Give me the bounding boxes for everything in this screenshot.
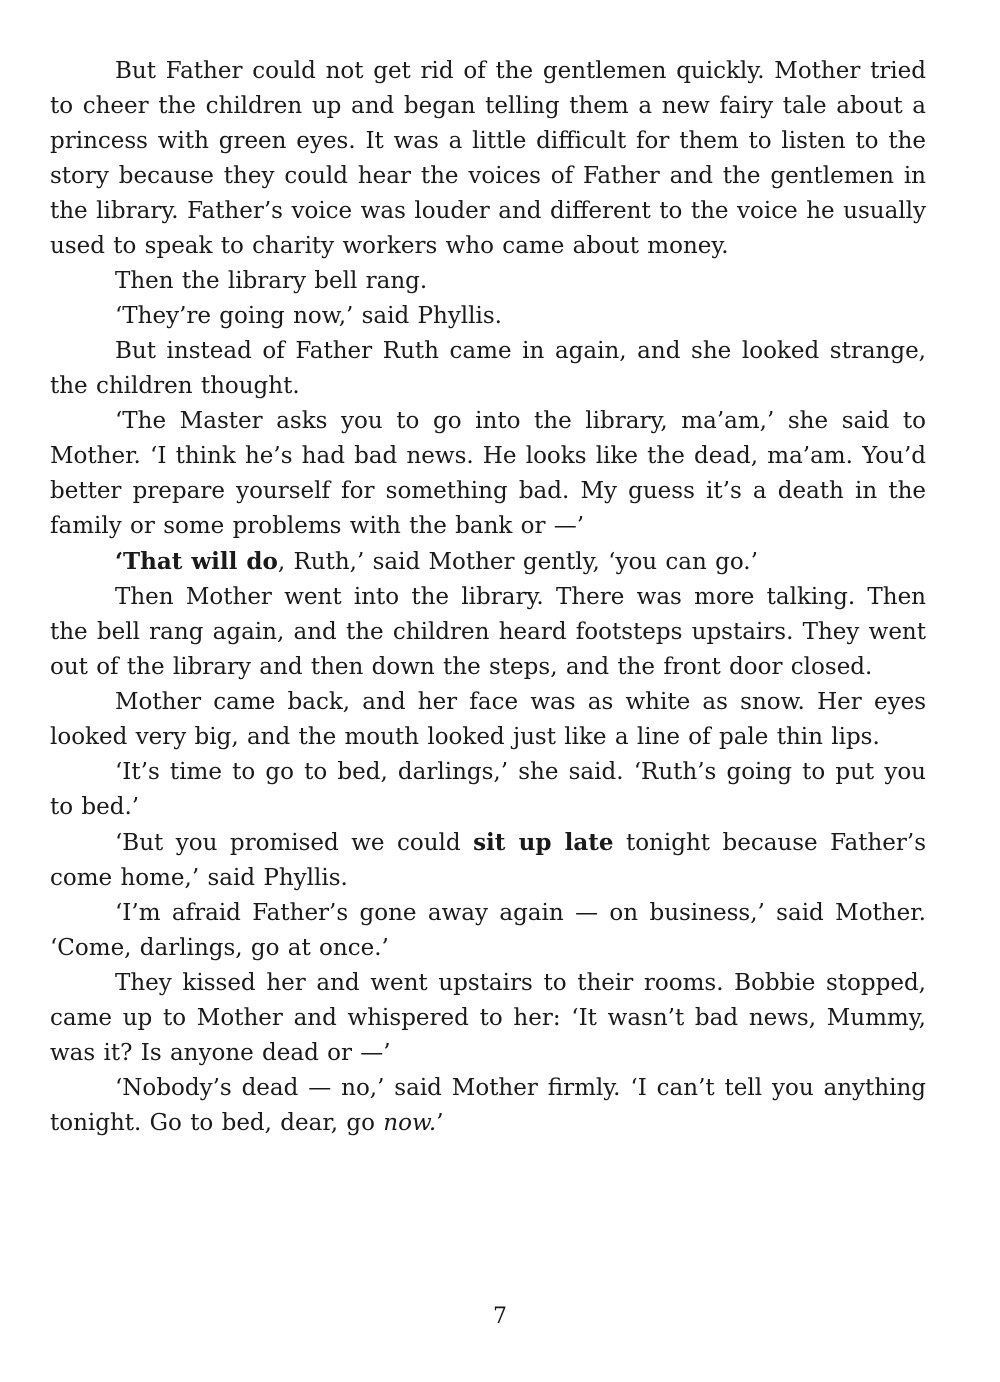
page-body xyxy=(50,54,926,1141)
paragraph xyxy=(50,54,926,264)
italic-phrase: now. xyxy=(383,1110,437,1136)
paragraph xyxy=(50,334,926,404)
bold-phrase: ‘That will do xyxy=(115,548,278,575)
text-run: ‘I’m afraid Father’s gone away again — on business,’ said Mother. ‘Come, darlings, go at once.’ xyxy=(50,900,926,961)
paragraph xyxy=(50,755,926,825)
paragraph xyxy=(50,404,926,544)
paragraph xyxy=(50,825,926,896)
paragraph xyxy=(50,264,926,299)
text-run: But Father could not get rid of the gentlemen quickly. Mother tried to cheer the children up and began telling them a new fairy tale about a princess with green eyes. It was a little difficult for them to listen to the story because they could hear the voices of Father and the gentlemen in the library. Father’s voice was louder and different to the voice he usually used to speak to charity workers who came about money. xyxy=(50,58,926,259)
paragraph xyxy=(50,896,926,966)
text-run: ‘Nobody’s dead — no,’ said Mother firmly. ‘I can’t tell you anything tonight. Go to bed, dear, go xyxy=(50,1075,926,1136)
bold-phrase: sit up late xyxy=(473,829,614,856)
text-run: tonight because Father’s come home,’ said Phyllis. xyxy=(50,830,927,891)
paragraph xyxy=(50,966,926,1071)
paragraph xyxy=(50,580,926,685)
paragraph xyxy=(50,1071,926,1141)
text-run: Mother came back, and her face was as white as snow. Her eyes looked very big, and the mouth looked just like a line of pale thin lips. xyxy=(50,689,926,750)
page-number: 7 xyxy=(493,1304,507,1329)
text-run: Then the library bell rang. xyxy=(115,268,428,294)
text-run: , Ruth,’ said Mother gently, ‘you can go.’ xyxy=(277,549,758,575)
text-run: ‘It’s time to go to bed, darlings,’ she said. ‘Ruth’s going to put you to bed.’ xyxy=(50,759,926,820)
paragraph xyxy=(50,544,926,580)
text-run: They kissed her and went upstairs to their rooms. Bobbie stopped, came up to Mother and whispered to her: ‘It wasn’t bad news, Mummy, was it? Is anyone dead or —’ xyxy=(50,970,926,1066)
paragraph xyxy=(50,685,926,755)
text-run: ’ xyxy=(436,1110,444,1136)
text-run: ‘But you promised we could xyxy=(115,830,474,856)
text-run: ‘The Master asks you to go into the library, ma’am,’ she said to Mother. ‘I think he’s had bad news. He looks like the dead, ma’am. You’d better prepare yourself for something bad. My guess it’s a death in the family or some problems with the bank or —’ xyxy=(50,408,926,539)
text-run: ‘They’re going now,’ said Phyllis. xyxy=(115,303,502,329)
text-run: Then Mother went into the library. There was more talking. Then the bell rang again, and the children heard footsteps upstairs. They went out of the library and then down the steps, and the front door closed. xyxy=(50,584,926,680)
paragraph xyxy=(50,299,926,334)
text-run: But instead of Father Ruth came in again, and she looked strange, the children thought. xyxy=(50,338,926,399)
